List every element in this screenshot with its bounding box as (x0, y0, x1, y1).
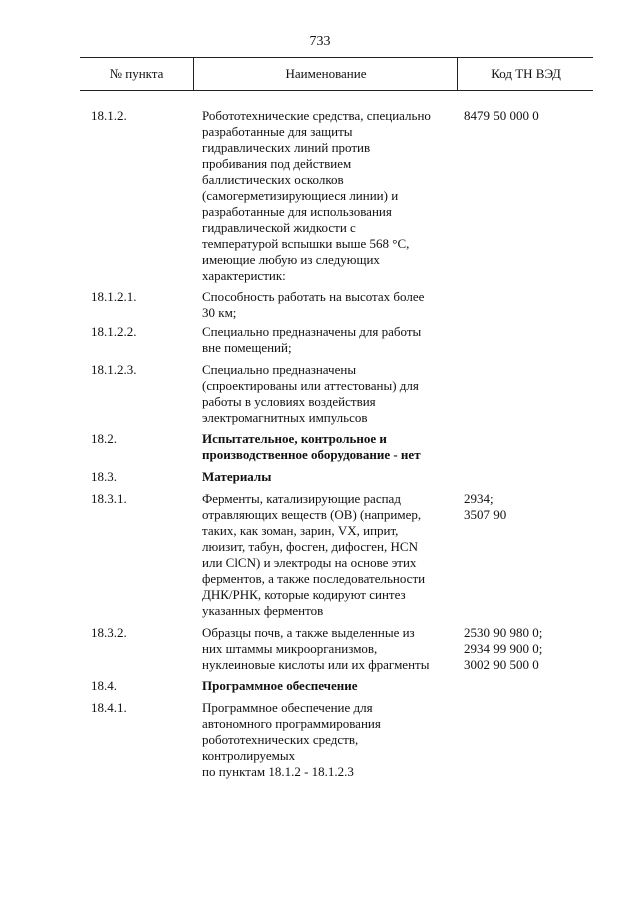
item-name (202, 108, 457, 284)
item-name-line: Робототехнические средства, специально (202, 108, 431, 123)
item-name-line: автономного программирования (202, 716, 381, 731)
item-name-line: гидравлических линий против (202, 140, 371, 155)
item-name-line: Программное обеспечение для (202, 700, 373, 715)
item-name-line: (спроектированы или аттестованы) для (202, 378, 419, 393)
item-number: 18.3.1. (91, 491, 127, 506)
item-code-line: 2934 99 900 0; (464, 641, 543, 656)
item-name-line: 30 км; (202, 305, 237, 320)
column-header-name: Наименование (193, 58, 458, 90)
item-name-line: или ClCN) и электроды на основе этих (202, 555, 417, 570)
column-header-code: Код ТН ВЭД (457, 58, 594, 90)
column-header-number: № пункта (109, 66, 164, 81)
item-name (202, 289, 457, 321)
item-name-line: Специально предназначены для работы (202, 324, 422, 339)
item-name-line: пробивания под действием (202, 156, 352, 171)
item-name-line: имеющие любую из следующих (202, 252, 380, 267)
item-code (464, 491, 604, 523)
item-name-line: робототехнических средств, (202, 732, 359, 747)
item-name-line: баллистических осколков (202, 172, 344, 187)
item-code (464, 625, 604, 673)
item-name-line: Материалы (202, 469, 272, 484)
item-number: 18.2. (91, 431, 117, 446)
item-number: 18.1.2. (91, 108, 127, 123)
item-code-line: 2530 90 980 0; (464, 625, 543, 640)
item-code-line: 2934; (464, 491, 494, 506)
item-name (202, 491, 457, 619)
item-number: 18.1.2.1. (91, 289, 137, 304)
item-name-line: Способность работать на высотах более (202, 289, 425, 304)
item-name-line: электромагнитных импульсов (202, 410, 368, 425)
item-number: 18.3.2. (91, 625, 127, 640)
item-name-line: гидравлической жидкости с (202, 220, 356, 235)
item-name-line: разработанные для использования (202, 204, 392, 219)
item-name-line: производственное оборудование - нет (202, 447, 421, 462)
item-name-line: по пунктам 18.1.2 - 18.1.2.3 (202, 764, 354, 779)
item-name (202, 362, 457, 426)
page-number: 733 (309, 34, 331, 49)
item-name-line: контролируемых (202, 748, 296, 763)
item-number: 18.3. (91, 469, 117, 484)
item-name-line: вне помещений; (202, 340, 292, 355)
item-name (202, 700, 457, 780)
item-name-line: температурой вспышки выше 568 °С, (202, 236, 410, 251)
item-name-line: Образцы почв, а также выделенные из (202, 625, 415, 640)
item-code (464, 108, 604, 124)
item-number: 18.1.2.3. (91, 362, 137, 377)
item-name-line: указанных ферментов (202, 603, 324, 618)
item-code-line: 8479 50 000 0 (464, 108, 539, 123)
item-name-line: работы в условиях воздействия (202, 394, 376, 409)
item-name (202, 678, 457, 694)
item-name-line: них штаммы микроорганизмов, (202, 641, 378, 656)
item-name-line: нуклеиновые кислоты или их фрагменты (202, 657, 430, 672)
item-name (202, 469, 457, 485)
item-name-line: характеристик: (202, 268, 286, 283)
item-name-line: отравляющих веществ (ОВ) (например, (202, 507, 422, 522)
item-name-line: люизит, табун, фосген, дифосген, HCN (202, 539, 418, 554)
item-name (202, 324, 457, 356)
item-name-line: (самогерметизирующиеся линии) и (202, 188, 399, 203)
item-name-line: таких, как зоман, зарин, VX, иприт, (202, 523, 399, 538)
item-number: 18.4.1. (91, 700, 127, 715)
table-header (80, 57, 593, 91)
item-code-line: 3507 90 (464, 507, 507, 522)
item-name-line: разработанные для защиты (202, 124, 353, 139)
item-name (202, 431, 457, 463)
item-number: 18.1.2.2. (91, 324, 137, 339)
item-name-line: ДНК/РНК, которые кодируют синтез (202, 587, 406, 602)
item-name-line: Ферменты, катализирующие распад (202, 491, 401, 506)
item-number: 18.4. (91, 678, 117, 693)
item-name-line: Испытательное, контрольное и (202, 431, 387, 446)
item-name-line: ферментов, а также последовательности (202, 571, 426, 586)
item-code-line: 3002 90 500 0 (464, 657, 539, 672)
item-name (202, 625, 457, 673)
item-name-line: Программное обеспечение (202, 678, 358, 693)
item-name-line: Специально предназначены (202, 362, 357, 377)
